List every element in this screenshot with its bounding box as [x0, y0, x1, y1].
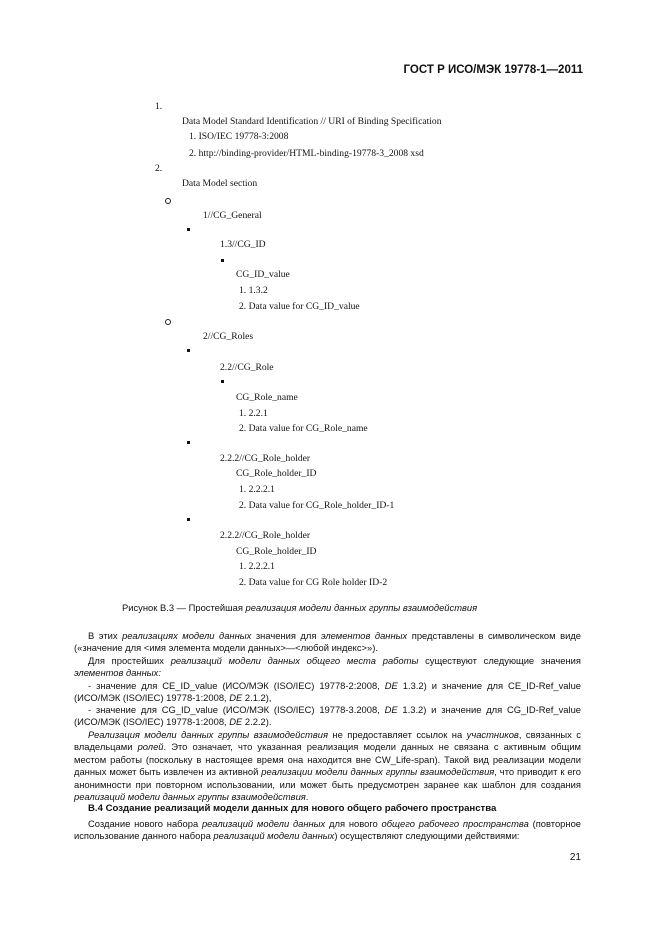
- tree-node: CG_Role_holder_ID: [236, 468, 317, 479]
- tree-node: 1.3//CG_ID: [220, 239, 266, 250]
- list-item: 2. Data value for CG_ID_value: [239, 301, 360, 312]
- tree-node: 2.2.2//CG_Role_holder: [220, 530, 311, 541]
- tree-node: 2.2.2//CG_Role_holder: [220, 453, 311, 464]
- circle-bullet-icon: [165, 198, 171, 204]
- square-bullet-icon: [187, 518, 190, 521]
- section-number-2: 2.: [155, 163, 163, 174]
- list-item: 2. http://binding-provider/HTML-binding-19778-3_2008 xsd: [189, 148, 424, 159]
- figure-caption: Рисунок В.3 — Простейшая реализация модели данных группы взаимодействия: [122, 602, 478, 613]
- tree-node: CG_Role_holder_ID: [236, 546, 317, 557]
- list-item: 1. ISO/IEC 19778-3:2008: [189, 131, 289, 142]
- square-bullet-icon: [221, 259, 224, 262]
- square-bullet-icon: [187, 349, 190, 352]
- circle-bullet-icon: [165, 319, 171, 325]
- list-item: 2. Data value for CG_Role_name: [239, 423, 368, 434]
- list-item: 2. Data value for CG Role holder ID-2: [239, 577, 388, 588]
- square-bullet-icon: [221, 380, 224, 383]
- tree-node: 2.2//CG_Role: [220, 362, 274, 373]
- paragraph-1: В этих реализациях модели данных значения для элементов данных представлены в символическом виде («значение для <имя элемента модели данных>—<любой индекс>»).: [74, 630, 582, 654]
- page-number: 21: [569, 852, 581, 863]
- list-item: 1. 2.2.2.1: [239, 561, 275, 572]
- list-item: 1. 1.3.2: [239, 285, 268, 296]
- paragraph-3: - значение для CE_ID_value (ИСО/МЭК (ISO/IEC) 19778-2:2008, DE 1.3.2) и значение для CE_ID-Ref_value (ИСО/МЭК (ISO/IEC) 19778-1:2008, DE 2.1.2),: [74, 680, 581, 704]
- list-item: 1. 2.2.1: [239, 408, 268, 419]
- list-item: 1. 2.2.2.1: [239, 484, 275, 495]
- section-title-2: Data Model section: [182, 178, 258, 189]
- tree-node: 1//CG_General: [203, 210, 262, 221]
- paragraph-6: Создание нового набора реализаций модели данных для нового общего рабочего пространства (повторное использование данного набора реализаций модели данных) осуществляют следующими действиями:: [74, 818, 581, 842]
- page-header: ГОСТ Р ИСО/МЭК 19778-1—2011: [403, 64, 583, 76]
- paragraph-2: Для простейших реализаций модели данных общего места работы существуют следующие значения элементов данных:: [74, 655, 581, 679]
- list-item: 2. Data value for CG_Role_holder_ID-1: [239, 500, 395, 511]
- tree-node: CG_ID_value: [236, 269, 290, 280]
- square-bullet-icon: [187, 441, 190, 444]
- section-heading: В.4 Создание реализаций модели данных для нового общего рабочего пространства: [88, 803, 497, 814]
- section-number-1: 1.: [155, 101, 163, 112]
- paragraph-5: Реализация модели данных группы взаимодействия не предоставляет ссылок на участников, связанных с владельцами ролей. Это означает, что указанная реализация модели данных не связана с активным общим местом работы (поскольку в настоящее время она находится вне CW_Life-span). Такой вид реализации модели данных может быть извлечен из активной реализации модели данных группы взаимодействия, что приводит к его анонимности при повторном использовании, или может быть предусмотрен заранее как шаблон для создания реализаций модели данных группы взаимодействия.: [74, 729, 582, 803]
- section-title-1: Data Model Standard Identification // URI of Binding Specification: [182, 116, 442, 127]
- tree-node: CG_Role_name: [236, 392, 298, 403]
- square-bullet-icon: [187, 228, 190, 231]
- tree-node: 2//CG_Roles: [203, 331, 254, 342]
- paragraph-4: - значение для CG_ID_value (ИСО/МЭК (ISO/IEC) 19778-3.2008, DE 1.3.2) и значение для CG_ID-Ref_value (ИСО/МЭК (ISO/IEC) 19778-1:2008, DE 2.2.2).: [74, 704, 581, 728]
